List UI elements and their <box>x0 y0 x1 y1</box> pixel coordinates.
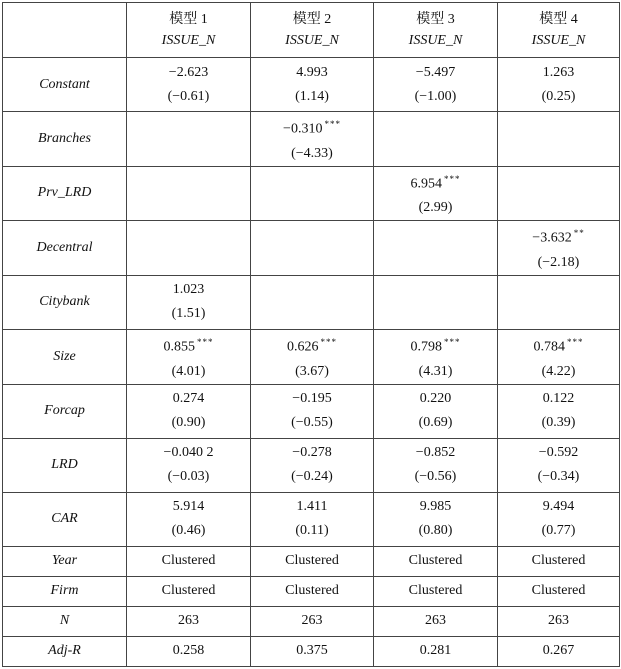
coefficient-cell <box>374 384 498 438</box>
t-statistic: (−0.56) <box>414 469 457 485</box>
coefficient-cell <box>251 438 374 492</box>
table-row <box>3 58 620 112</box>
t-statistic: (−2.18) <box>537 254 580 270</box>
significance-stars: ** <box>573 228 585 239</box>
footer-value: 0.375 <box>251 636 374 666</box>
significance-stars: *** <box>444 173 461 184</box>
dependent-variable: ISSUE_N <box>285 33 339 48</box>
coef-line <box>251 441 373 465</box>
coefficient-value: −0.592 <box>538 445 579 461</box>
t-statistic: (−0.24) <box>291 469 333 485</box>
model-name: 模型 2 <box>292 12 332 27</box>
model-header <box>251 3 374 58</box>
t-statistic: (0.11) <box>295 523 329 539</box>
coefficient-value: 1.023 <box>172 282 205 298</box>
t-statistic: (0.25) <box>541 88 576 104</box>
coefficient-cell <box>251 384 374 438</box>
row-label: Year <box>3 546 127 576</box>
coefficient-value: 5.914 <box>172 499 205 515</box>
t-statistic: (0.80) <box>418 523 453 539</box>
coefficient-cell <box>251 112 374 167</box>
coefficient-cell <box>498 112 620 167</box>
t-statistic: (−4.33) <box>291 145 333 161</box>
footer-value: 0.258 <box>127 636 251 666</box>
row-label: CAR <box>3 492 127 546</box>
coefficient-value: −3.632 <box>532 230 572 246</box>
coefficient-cell <box>498 275 620 329</box>
coefficient-value: 0.274 <box>172 391 205 407</box>
coef-line <box>251 61 373 85</box>
coefficient-value: −0.852 <box>415 445 456 461</box>
coefficient-cell <box>374 492 498 546</box>
coefficient-cell <box>498 58 620 112</box>
table-row <box>3 384 620 438</box>
coef-line <box>127 330 250 360</box>
table-row <box>3 112 620 167</box>
t-statistic: (0.46) <box>171 523 206 539</box>
coefficient-value: 9.494 <box>542 499 575 515</box>
model-name: 模型 3 <box>416 12 455 27</box>
coef-line <box>251 330 373 360</box>
coefficient-value: −0.278 <box>292 445 332 461</box>
coef-line <box>127 387 250 411</box>
t-statistic: (2.99) <box>418 200 453 216</box>
t-statistic: (−0.61) <box>167 88 210 104</box>
footer-value: Clustered <box>251 546 374 576</box>
row-label: Firm <box>3 576 127 606</box>
model-header <box>498 3 620 58</box>
footer-row <box>3 576 620 606</box>
coefficient-cell <box>127 166 251 221</box>
footer-value: Clustered <box>374 546 498 576</box>
coefficient-value: 0.855 <box>163 339 195 355</box>
coef-line <box>374 61 497 85</box>
coefficient-value: 0.220 <box>419 391 452 407</box>
coefficient-cell <box>127 492 251 546</box>
dependent-variable: ISSUE_N <box>531 33 586 48</box>
table-row <box>3 329 620 384</box>
coef-line <box>498 330 619 360</box>
coef-line <box>127 61 250 85</box>
t-statistic: (0.69) <box>418 415 453 431</box>
row-label: N <box>3 606 127 636</box>
model-name: 模型 4 <box>539 12 578 27</box>
t-statistic: (1.51) <box>171 306 206 322</box>
coefficient-value: −2.623 <box>168 64 209 80</box>
coefficient-cell <box>127 275 251 329</box>
table-row <box>3 275 620 329</box>
row-label: Forcap <box>3 384 127 438</box>
coefficient-cell <box>251 58 374 112</box>
coef-line <box>374 330 497 360</box>
coefficient-value: 1.411 <box>296 499 328 515</box>
row-label: LRD <box>3 438 127 492</box>
dependent-variable: ISSUE_N <box>161 33 216 48</box>
coef-line <box>498 387 619 411</box>
coefficient-cell <box>251 329 374 384</box>
row-label: Citybank <box>3 275 127 329</box>
coef-line <box>127 495 250 519</box>
significance-stars: *** <box>324 119 341 129</box>
coefficient-value: 0.122 <box>542 391 575 407</box>
regression-table-container <box>2 2 620 667</box>
row-label: Constant <box>3 58 127 112</box>
coefficient-cell <box>127 329 251 384</box>
coefficient-cell <box>374 275 498 329</box>
footer-value: 263 <box>127 606 251 636</box>
coef-line <box>374 387 497 411</box>
coef-line <box>374 167 497 197</box>
coefficient-cell <box>498 221 620 276</box>
coef-line <box>251 495 373 519</box>
coefficient-cell <box>127 112 251 167</box>
coefficient-cell <box>374 58 498 112</box>
footer-value: Clustered <box>127 546 251 576</box>
coefficient-cell <box>374 112 498 167</box>
coefficient-cell <box>127 221 251 276</box>
footer-value: Clustered <box>498 576 620 606</box>
t-statistic: (4.22) <box>541 363 576 379</box>
coefficient-cell <box>127 438 251 492</box>
t-statistic: (4.31) <box>418 363 453 379</box>
coefficient-value: −0.195 <box>292 391 332 407</box>
footer-value: Clustered <box>498 546 620 576</box>
coef-line <box>498 221 619 251</box>
row-label: Size <box>3 329 127 384</box>
footer-value: 263 <box>498 606 620 636</box>
coef-line <box>251 387 373 411</box>
footer-value: Clustered <box>374 576 498 606</box>
coefficient-cell <box>251 492 374 546</box>
coef-line <box>127 441 250 465</box>
footer-value: 0.267 <box>498 636 620 666</box>
model-header <box>127 3 251 58</box>
t-statistic: (0.77) <box>541 523 576 539</box>
corner-cell <box>3 3 127 58</box>
footer-value: 263 <box>251 606 374 636</box>
coefficient-value: −5.497 <box>415 64 456 80</box>
coefficient-cell <box>498 438 620 492</box>
coefficient-cell <box>498 492 620 546</box>
coefficient-cell <box>251 166 374 221</box>
t-statistic: (0.90) <box>171 415 206 431</box>
dependent-variable: ISSUE_N <box>408 33 463 48</box>
row-label: Decentral <box>3 221 127 276</box>
significance-stars: *** <box>197 336 214 347</box>
significance-stars: *** <box>444 336 461 347</box>
coef-line <box>127 278 250 302</box>
coef-line <box>251 112 373 142</box>
model-name: 模型 1 <box>169 12 208 27</box>
footer-row <box>3 546 620 576</box>
coefficient-value: 0.798 <box>410 339 442 355</box>
t-statistic: (−0.03) <box>167 469 210 485</box>
coefficient-cell <box>251 275 374 329</box>
footer-row <box>3 606 620 636</box>
table-row <box>3 166 620 221</box>
coefficient-cell <box>374 221 498 276</box>
coefficient-value: 6.954 <box>410 176 442 192</box>
footer-value: Clustered <box>251 576 374 606</box>
coefficient-cell <box>498 384 620 438</box>
coefficient-value: 0.784 <box>533 339 565 355</box>
table-body <box>3 58 620 667</box>
t-statistic: (−0.34) <box>537 469 580 485</box>
footer-value: Clustered <box>127 576 251 606</box>
coef-line <box>374 441 497 465</box>
coefficient-cell <box>127 384 251 438</box>
t-statistic: (3.67) <box>295 363 329 379</box>
t-statistic: (1.14) <box>295 88 329 104</box>
significance-stars: *** <box>567 336 584 347</box>
table-row <box>3 221 620 276</box>
footer-row <box>3 636 620 666</box>
coefficient-cell <box>251 221 374 276</box>
coefficient-cell <box>127 58 251 112</box>
footer-value: 263 <box>374 606 498 636</box>
row-label: Branches <box>3 112 127 167</box>
model-header <box>374 3 498 58</box>
coefficient-cell <box>498 166 620 221</box>
t-statistic: (0.39) <box>541 415 576 431</box>
footer-value: 0.281 <box>374 636 498 666</box>
row-label: Prv_LRD <box>3 166 127 221</box>
coefficient-cell <box>374 329 498 384</box>
significance-stars: *** <box>320 336 337 347</box>
coefficient-value: 0.626 <box>287 339 319 355</box>
regression-table <box>2 2 620 667</box>
table-row <box>3 438 620 492</box>
t-statistic: (4.01) <box>171 363 206 379</box>
row-label: Adj-R <box>3 636 127 666</box>
coef-line <box>498 495 619 519</box>
coef-line <box>498 441 619 465</box>
coefficient-cell <box>498 329 620 384</box>
t-statistic: (−1.00) <box>414 88 457 104</box>
t-statistic: (−0.55) <box>291 415 333 431</box>
coef-line <box>374 495 497 519</box>
table-row <box>3 492 620 546</box>
coef-line <box>498 61 619 85</box>
coefficient-value: −0.310 <box>283 121 323 137</box>
coefficient-value: 1.263 <box>542 64 575 80</box>
coefficient-value: 9.985 <box>419 499 452 515</box>
coefficient-value: −0.040 2 <box>163 445 214 461</box>
coefficient-value: 4.993 <box>296 64 328 80</box>
header-row <box>3 3 620 58</box>
coefficient-cell <box>374 166 498 221</box>
coefficient-cell <box>374 438 498 492</box>
